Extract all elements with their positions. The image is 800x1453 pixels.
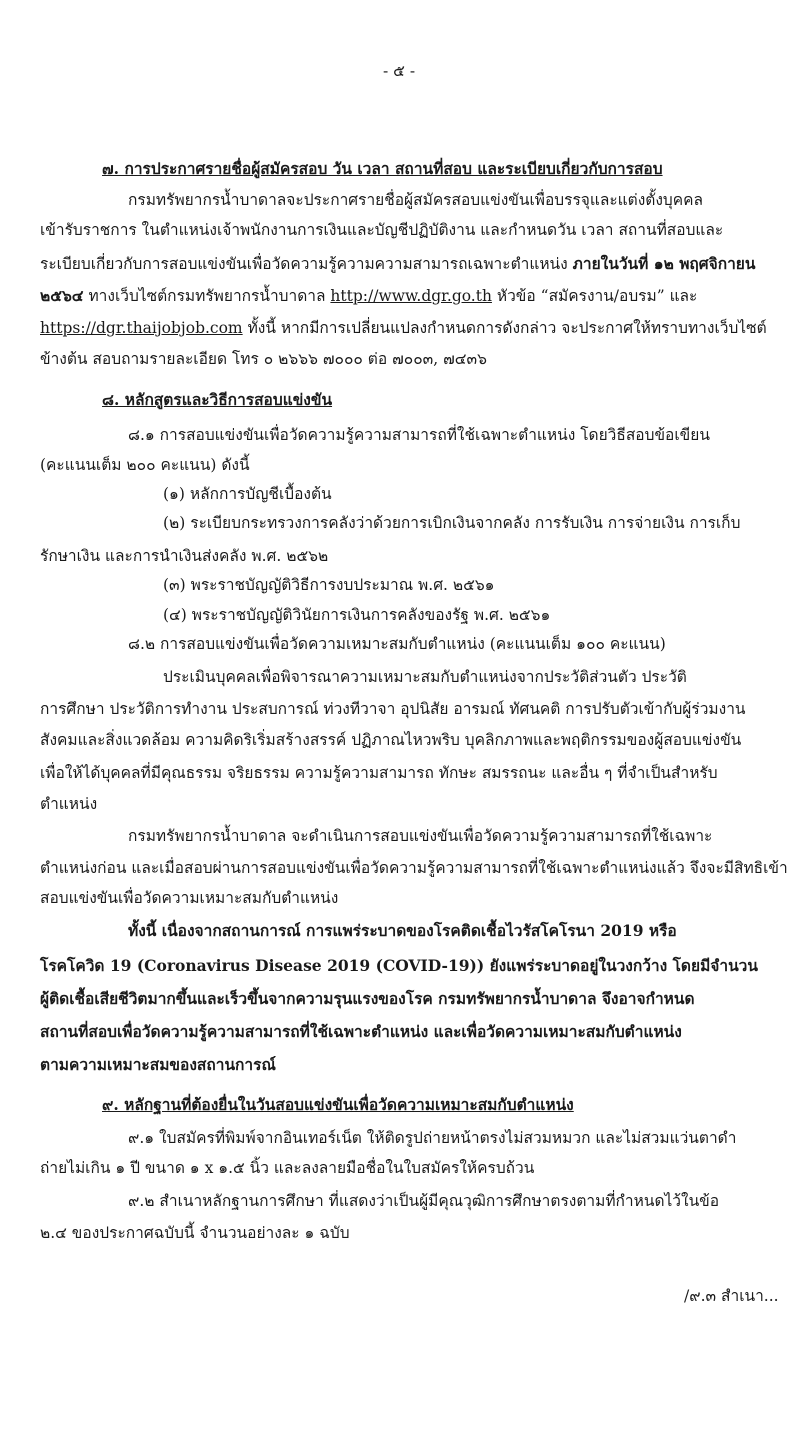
section-7-line-2: เข้ารับราชการ ในตำแหน่งเจ้าพนักงานการเงินและบัญชีปฏิบัติงาน และกำหนดวัน เวลา สถานที่สอบและ [40,221,724,239]
section-8-2: ๘.๒ การสอบแข่งขันเพื่อวัดความเหมาะสมกับตำแหน่ง (คะแนนเต็ม ๑๐๐ คะแนน) [128,635,666,653]
announcement-year: ๒๕๖๔ [40,286,84,305]
evaluation-line-3: สังคมและสิ่งแวดล้อม ความคิดริเริ่มสร้างสรรค์ ปฏิภาณไหวพริบ บุคลิกภาพและพฤติกรรมของผู้สอบแข่งขัน [40,731,742,749]
section-7-line-3 [40,253,755,275]
section-7-line-1: กรมทรัพยากรน้ำบาดาลจะประกาศรายชื่อผู้สมัครสอบแข่งขันเพื่อบรรจุและแต่งตั้งบุคคล [128,191,704,209]
section-9-1-line-1: ๙.๑ ใบสมัครที่พิมพ์จากอินเทอร์เน็ต ให้ติดรูปถ่ายหน้าตรงไม่สวมหมวก และไม่สวมแว่นตาดำ [128,1129,737,1147]
syllabus-item-4: (๔) พระราชบัญญัติวินัยการเงินการคลังของรัฐ พ.ศ. ๒๕๖๑ [163,606,551,624]
evaluation-line-5: ตำแหน่ง [40,795,98,813]
section-7-line-5-text: ทั้งนี้ หากมีการเปลี่ยนแปลงกำหนดการดังกล่าว จะประกาศให้ทราบทางเว็บไซต์ [247,319,767,337]
section-7-line-5 [40,317,767,339]
procedure-line-2: ตำแหน่งก่อน และเมื่อสอบผ่านการสอบแข่งขันเพื่อวัดความรู้ความสามารถที่ใช้เฉพาะตำแหน่งแล้ว จึงจะมีสิทธิเข้า [40,859,788,877]
evaluation-line-2: การศึกษา ประวัติการทำงาน ประสบการณ์ ท่วงทีวาจา อุปนิสัย อารมณ์ ทัศนคติ การปรับตัวเข้ากับผู้ร่วมงาน [40,700,746,718]
section-9-2-line-2: ๒.๔ ของประกาศฉบับนี้ จำนวนอย่างละ ๑ ฉบับ [40,1224,350,1242]
announcement-deadline: ภายในวันที่ ๑๒ พฤศจิกายน [572,254,756,273]
section-8-heading: ๘. หลักสูตรและวิธีการสอบแข่งขัน [102,390,333,409]
section-7-heading: ๗. การประกาศรายชื่อผู้สมัครสอบ วัน เวลา สถานที่สอบ และระเบียบเกี่ยวกับการสอบ [102,159,663,178]
section-7-line-3-text: ระเบียบเกี่ยวกับการสอบแข่งขันเพื่อวัดความรู้ความความสามารถเฉพาะตำแหน่ง [40,255,568,273]
section-9-1-line-2: ถ่ายไม่เกิน ๑ ปี ขนาด ๑ x ๑.๕ นิ้ว และลงลายมือชื่อในใบสมัครให้ครบถ้วน [40,1159,535,1177]
covid-notice-line-3: ผู้ติดเชื้อเสียชีวิตมากขึ้นและเร็วขึ้นจากความรุนแรงของโรค กรมทรัพยากรน้ำบาดาล จึงอาจกำหนด [40,989,695,1008]
syllabus-item-2-line-2: รักษาเงิน และการนำเงินส่งคลัง พ.ศ. ๒๕๖๒ [40,547,329,565]
section-9-heading: ๙. หลักฐานที่ต้องยื่นในวันสอบแข่งขันเพื่อวัดความเหมาะสมกับตำแหน่ง [102,1095,574,1114]
syllabus-item-3: (๓) พระราชบัญญัติวิธีการงบประมาณ พ.ศ. ๒๕๖๑ [163,576,495,594]
dgr-website-link[interactable]: http://www.dgr.go.th [330,287,492,305]
section-8-1-line-2: (คะแนนเต็ม ๒๐๐ คะแนน) ดังนี้ [40,456,250,474]
covid-notice-line-5: ตามความเหมาะสมของสถานการณ์ [40,1055,276,1074]
covid-notice-line-4: สถานที่สอบเพื่อวัดความรู้ความสามารถที่ใช้เฉพาะตำแหน่ง และเพื่อวัดความเหมาะสมกับตำแหน่ง [40,1022,682,1041]
page-number: - ๕ - [383,62,416,80]
procedure-line-1: กรมทรัพยากรน้ำบาดาล จะดำเนินการสอบแข่งขันเพื่อวัดความรู้ความสามารถที่ใช้เฉพาะ [128,827,713,845]
section-9-2-line-1: ๙.๒ สำเนาหลักฐานการศึกษา ที่แสดงว่าเป็นผู้มีคุณวุฒิการศึกษาตรงตามที่กำหนดไว้ในข้อ [128,1192,720,1210]
covid-notice-line-1: ทั้งนี้ เนื่องจากสถานการณ์ การแพร่ระบาดของโรคติดเชื้อไวรัสโคโรนา 2019 หรือ [128,921,677,940]
section-8-1-line-1: ๘.๑ การสอบแข่งขันเพื่อวัดความรู้ความสามารถที่ใช้เฉพาะตำแหน่ง โดยวิธีสอบข้อเขียน [128,426,710,444]
section-7-line-4-topic: หัวข้อ “สมัครงาน/อบรม” และ [496,287,698,305]
section-7-line-4-text: ทางเว็บไซต์กรมทรัพยากรน้ำบาดาล [88,287,326,305]
section-7-line-6: ข้างต้น สอบถามรายละเอียด โทร ๐ ๒๖๖๖ ๗๐๐๐ ต่อ ๗๐๐๓, ๗๔๓๖ [40,350,487,368]
evaluation-line-1: ประเมินบุคคลเพื่อพิจารณาความเหมาะสมกับตำแหน่งจากประวัติส่วนตัว ประวัติ [163,668,687,686]
section-7-line-4 [40,285,697,307]
evaluation-line-4: เพื่อให้ได้บุคคลที่มีคุณธรรม จริยธรรม ความรู้ความสามารถ ทักษะ สมรรถนะ และอื่น ๆ ที่จำเป็นสำหรับ [40,764,718,782]
thaijobjob-link[interactable]: https://dgr.thaijobjob.com [40,319,243,337]
procedure-line-3: สอบแข่งขันเพื่อวัดความเหมาะสมกับตำแหน่ง [40,889,339,907]
covid-notice-line-2: โรคโควิด 19 (Coronavirus Disease 2019 (COVID-19)) ยังแพร่ระบาดอยู่ในวงกว้าง โดยมีจำนวน [40,956,758,975]
continuation-marker: /๙.๓ สำเนา... [684,1287,779,1305]
syllabus-item-2-line-1: (๒) ระเบียบกระทรวงการคลังว่าด้วยการเบิกเงินจากคลัง การรับเงิน การจ่ายเงิน การเก็บ [163,514,741,532]
syllabus-item-1: (๑) หลักการบัญชีเบื้องต้น [163,485,332,503]
